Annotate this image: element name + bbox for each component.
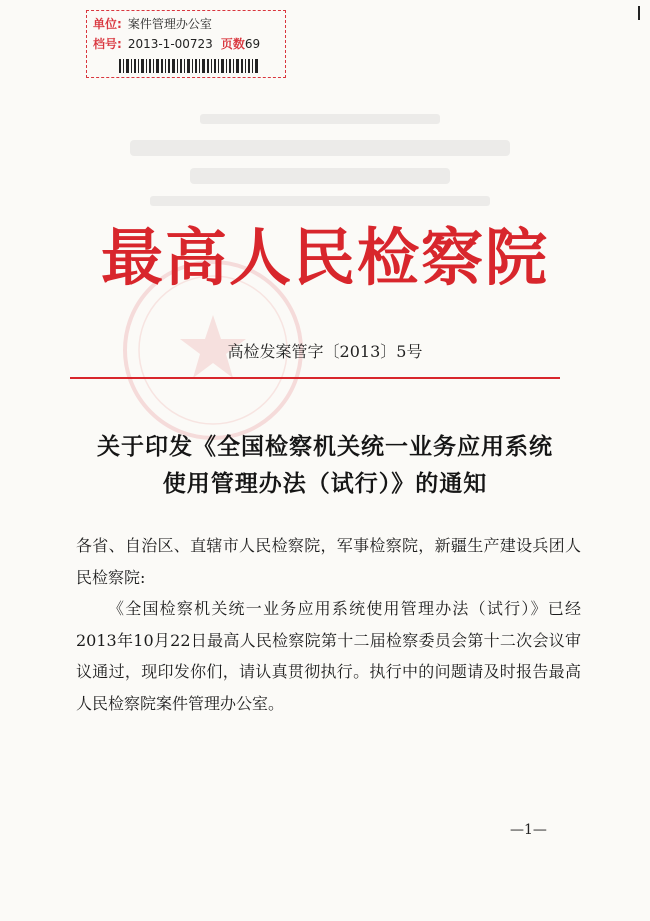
stamp-page-value: 69	[244, 37, 261, 51]
page-number: —1—	[510, 822, 547, 838]
document-number: 高检发案管字〔2013〕5号	[227, 342, 423, 361]
stamp-unit-row	[93, 15, 212, 32]
document-title-line-1: 关于印发《全国检察机关统一业务应用系统	[97, 433, 553, 460]
stamp-file-value: 2013-1-00723	[127, 37, 213, 51]
body-paragraph: 《全国检察机关统一业务应用系统使用管理办法（试行）》已经2013年10月22日最高人民检察院第十二届检察委员会第十二次会议审议通过，现印发你们，请认真贯彻执行。执行中的问题请及时报告最高人民检察院案件管理办公室。	[76, 599, 581, 713]
stamp-unit-value: 案件管理办公室	[127, 17, 212, 31]
issuing-agency-heading: 最高人民检察院	[100, 221, 549, 294]
archive-stamp	[86, 10, 286, 78]
corner-mark	[638, 6, 640, 20]
document-title-line-2: 使用管理办法（试行）》的通知	[162, 470, 488, 497]
stamp-unit-label: 单位:	[93, 17, 122, 31]
stamp-page-label: 页数	[220, 37, 245, 51]
red-separator-line	[70, 377, 560, 379]
stamp-file-label: 档号:	[93, 37, 122, 51]
addressee: 各省、自治区、直辖市人民检察院，军事检察院，新疆生产建设兵团人民检察院:	[76, 536, 581, 587]
stamp-file-row	[93, 35, 260, 52]
barcode-icon	[119, 59, 259, 73]
